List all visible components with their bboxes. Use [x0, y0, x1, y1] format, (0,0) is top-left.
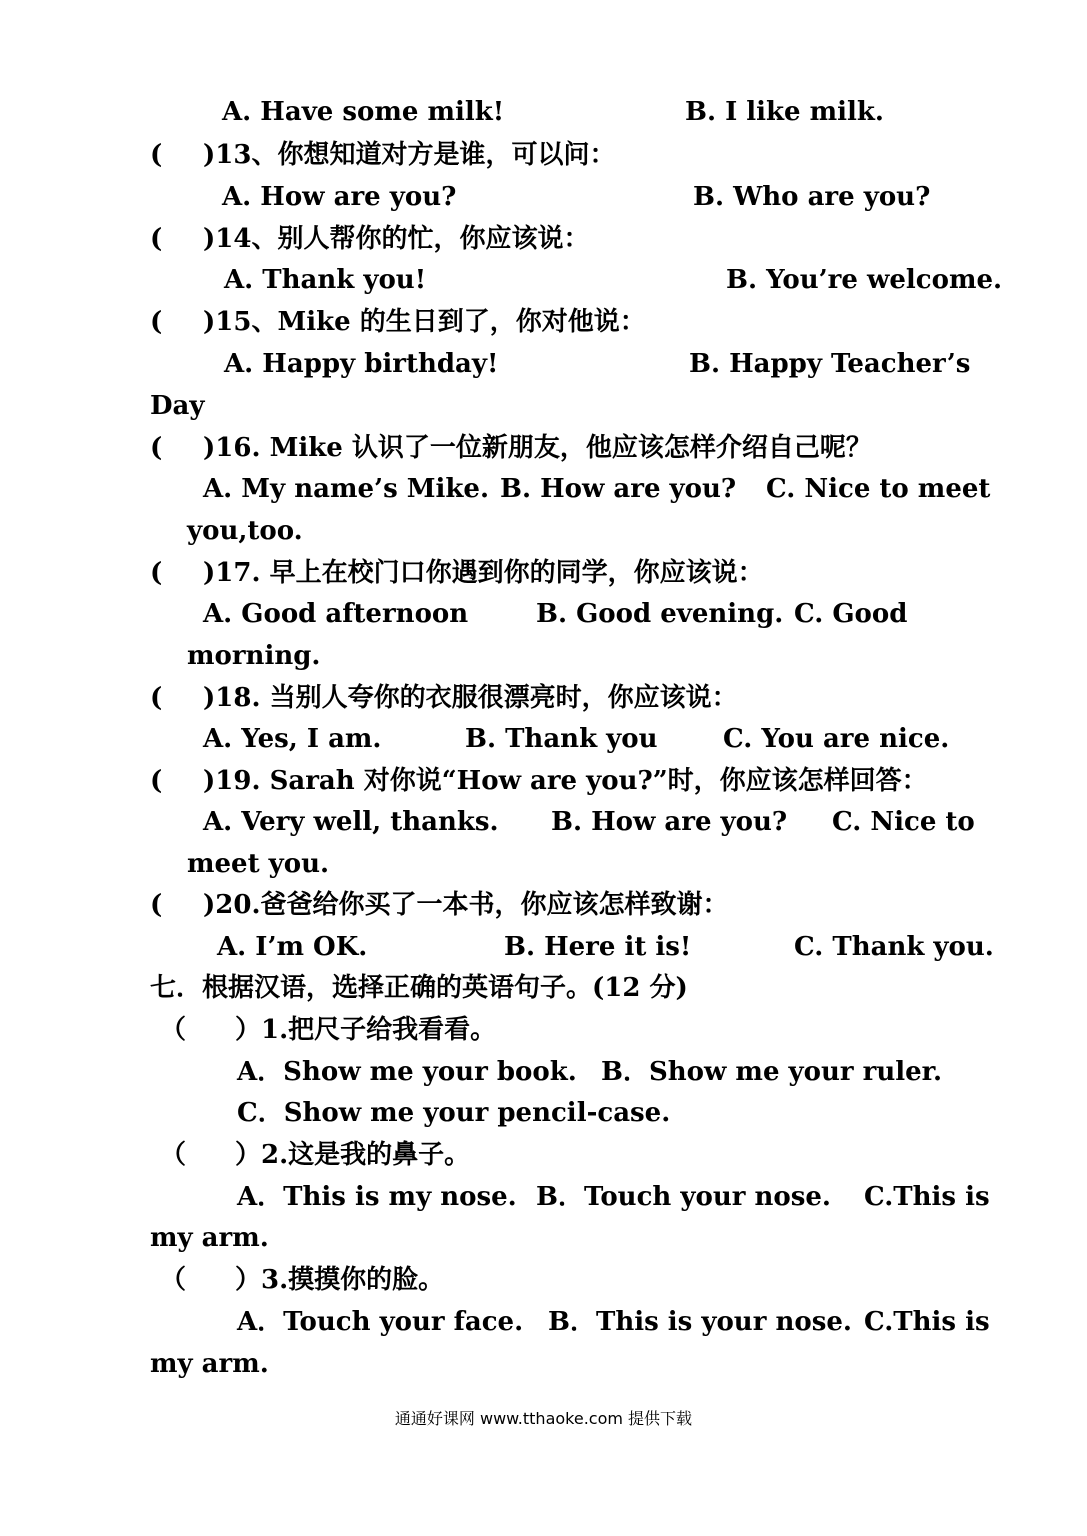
s7q3-option-b: B．This is your nose. — [548, 1307, 852, 1337]
q13-stem: )13、你想知道对方是谁，可以问： — [203, 140, 616, 170]
q18-answer-blank: ( — [150, 683, 163, 713]
q17-option-b: B. Good evening. — [536, 599, 784, 629]
q16-stem: )16. Mike 认识了一位新朋友，他应该怎样介绍自己呢？ — [203, 433, 872, 463]
q16-answer-blank: ( — [150, 433, 163, 463]
s7q1-option-a: A．Show me your book. — [237, 1057, 577, 1087]
q18-stem: )18. 当别人夸你的衣服很漂亮时，你应该说： — [203, 683, 738, 713]
q13-option-b: B. Who are you? — [693, 182, 931, 212]
s7q2-option-c-wrap: my arm. — [150, 1223, 269, 1253]
q14-option-b: B. You’re welcome. — [726, 265, 1003, 295]
page-footer: 通通好课网 www.tthaoke.com 提供下载 — [394, 1409, 693, 1428]
s7q3-option-c: C.This is — [864, 1307, 990, 1337]
s7q3-option-a: A．Touch your face. — [237, 1307, 524, 1337]
q16-option-c: C. Nice to meet — [766, 474, 991, 504]
q16-option-c-wrap: you,too. — [187, 516, 303, 546]
q20-option-b: B. Here it is! — [504, 932, 692, 962]
q15-answer-blank: ( — [150, 307, 163, 337]
q20-option-c: C. Thank you. — [794, 932, 994, 962]
s7q2-option-a: A．This is my nose. — [237, 1182, 517, 1212]
q18-option-c: C. You are nice. — [723, 724, 950, 754]
q19-option-c: C. Nice to — [832, 807, 975, 837]
q18-option-a: A. Yes, I am. — [203, 724, 382, 754]
q14-option-a: A. Thank you! — [224, 265, 427, 295]
q19-option-b: B. How are you? — [551, 807, 788, 837]
q15-stem: )15、Mike 的生日到了，你对他说： — [203, 307, 646, 337]
q15-option-a: A. Happy birthday! — [224, 349, 499, 379]
s7q2-option-b: B．Touch your nose. — [536, 1182, 831, 1212]
q17-stem: )17. 早上在校门口你遇到你的同学，你应该说： — [203, 558, 764, 588]
q17-option-a: A. Good afternoon — [203, 599, 469, 629]
s7q1-answer-blank: （ — [160, 1015, 187, 1045]
q18-option-b: B. Thank you — [465, 724, 658, 754]
q20-option-a: A. I’m OK. — [217, 932, 368, 962]
q15-option-b-wrap: Day — [150, 391, 205, 421]
q17-option-c-wrap: morning. — [187, 641, 321, 671]
s7q2-option-c: C.This is — [864, 1182, 990, 1212]
q14-stem: )14、别人帮你的忙，你应该说： — [203, 224, 590, 254]
s7q3-stem: ）3.摸摸你的脸。 — [235, 1265, 445, 1295]
q12-option-b: B. I like milk. — [685, 97, 884, 127]
q17-option-c: C. Good — [794, 599, 908, 629]
q20-stem: )20.爸爸给你买了一本书，你应该怎样致谢： — [203, 890, 729, 920]
s7q3-answer-blank: （ — [160, 1265, 187, 1295]
q19-option-c-wrap: meet you. — [187, 849, 330, 879]
q13-answer-blank: ( — [150, 140, 163, 170]
q14-answer-blank: ( — [150, 224, 163, 254]
q19-answer-blank: ( — [150, 766, 163, 796]
q16-option-b: B. How are you? — [500, 474, 737, 504]
s7q3-option-c-wrap: my arm. — [150, 1349, 269, 1379]
q12-option-a: A. Have some milk! — [222, 97, 505, 127]
s7q2-stem: ）2.这是我的鼻子。 — [235, 1140, 471, 1170]
q19-stem: )19. Sarah 对你说“How are you?”时，你应该怎样回答： — [203, 766, 928, 796]
q16-option-a: A. My name’s Mike. — [203, 474, 490, 504]
s7q1-option-c: C．Show me your pencil-case. — [237, 1098, 671, 1128]
s7q1-stem: ）1.把尺子给我看看。 — [235, 1015, 497, 1045]
q19-option-a: A. Very well, thanks. — [203, 807, 499, 837]
q15-option-b: B. Happy Teacher’s — [689, 349, 971, 379]
section-7-heading: 七．根据汉语，选择正确的英语句子。(12 分) — [150, 973, 688, 1003]
s7q1-option-b: B．Show me your ruler. — [601, 1057, 943, 1087]
q17-answer-blank: ( — [150, 558, 163, 588]
q13-option-a: A. How are you? — [222, 182, 457, 212]
q20-answer-blank: ( — [150, 890, 163, 920]
s7q2-answer-blank: （ — [160, 1140, 187, 1170]
